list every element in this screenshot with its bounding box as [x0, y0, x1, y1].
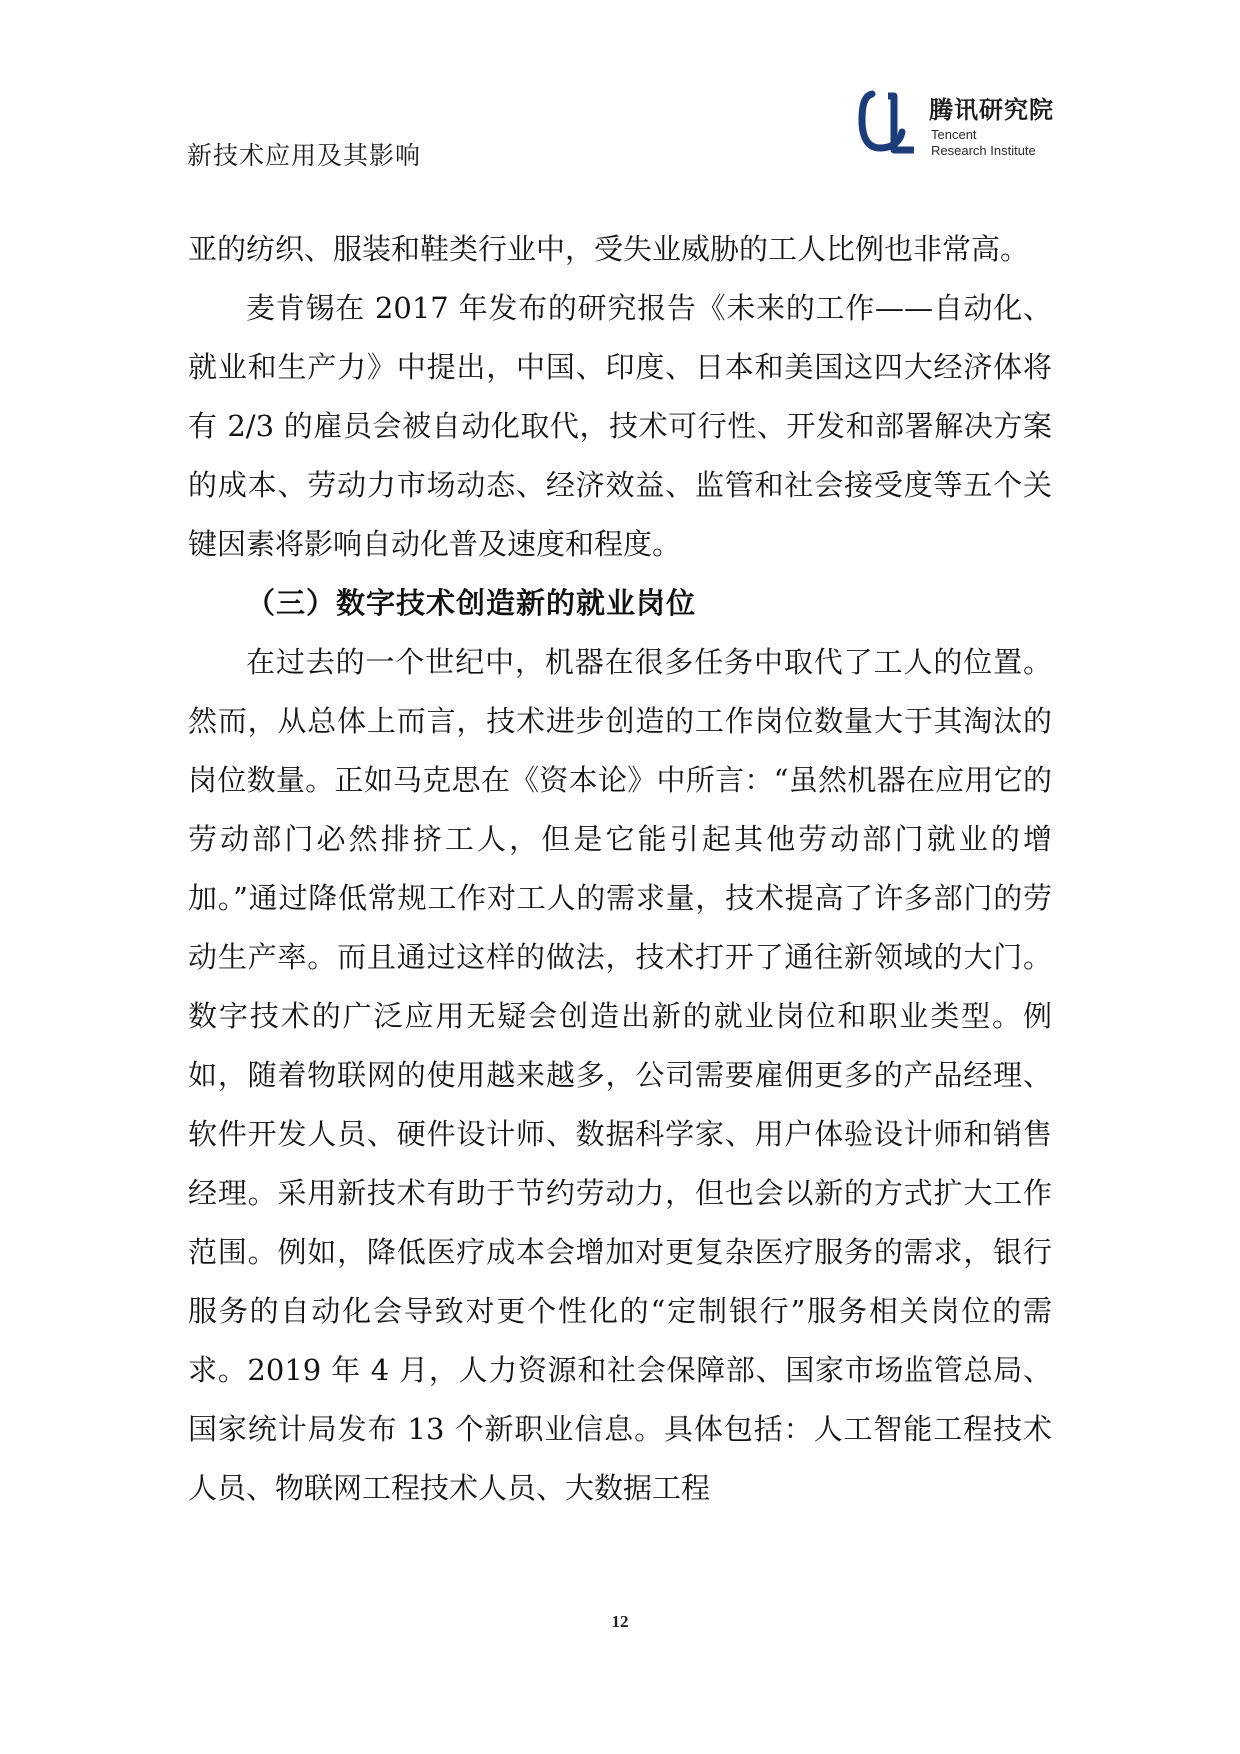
page-number: 12 [611, 1612, 629, 1631]
paragraph-1: 亚的纺织、服装和鞋类行业中，受失业威胁的工人比例也非常高。 [188, 232, 1030, 266]
logo [858, 88, 1068, 158]
logo-name-en [931, 127, 1036, 159]
paragraph-2: 麦肯锡在 2017 年发布的研究报告《未来的工作——自动化、就业和生产力》中提出，中国、印度、日本和美国这四大经济体将有 2/3 的雇员会被自动化取代，技术可行性、开发和部署解决方案的成本、劳动力市场动态、经济效益、监管和社会接受度等五个关键因素将影响自动化普及速度和程度。 [188, 291, 1052, 561]
logo-name-en-line1: Tencent [931, 127, 977, 142]
document-body [188, 220, 1052, 1518]
logo-name-en-line2: Research Institute [931, 143, 1036, 158]
section-heading: （三）数字技术创造新的就业岗位 [246, 586, 697, 620]
paragraph-3: 在过去的一个世纪中，机器在很多任务中取代了工人的位置。然而，从总体上而言，技术进步创造的工作岗位数量大于其淘汰的岗位数量。正如马克思在《资本论》中所言：“虽然机器在应用它的劳动部门必然排挤工人，但是它能引起其他劳动部门就业的增加。”通过降低常规工作对工人的需求量，技术提高了许多部门的劳动生产率。而且通过这样的做法，技术打开了通往新领域的大门。数字技术的广泛应用无疑会创造出新的就业岗位和职业类型。例如，随着物联网的使用越来越多，公司需要雇佣更多的产品经理、软件开发人员、硬件设计师、数据科学家、用户体验设计师和销售经理。采用新技术有助于节约劳动力，但也会以新的方式扩大工作范围。例如，降低医疗成本会增加对更复杂医疗服务的需求，银行服务的自动化会导致对更个性化的“定制银行”服务相关岗位的需求。2019 年 4 月，人力资源和社会保障部、国家市场监管总局、国家统计局发布 13 个新职业信息。具体包括：人工智能工程技术人员、物联网工程技术人员、大数据工程 [188, 645, 1052, 1505]
logo-name-cn: 腾讯研究院 [929, 96, 1054, 124]
page-header-title: 新技术应用及其影响 [187, 141, 422, 170]
tencent-research-logo-icon [858, 88, 918, 158]
